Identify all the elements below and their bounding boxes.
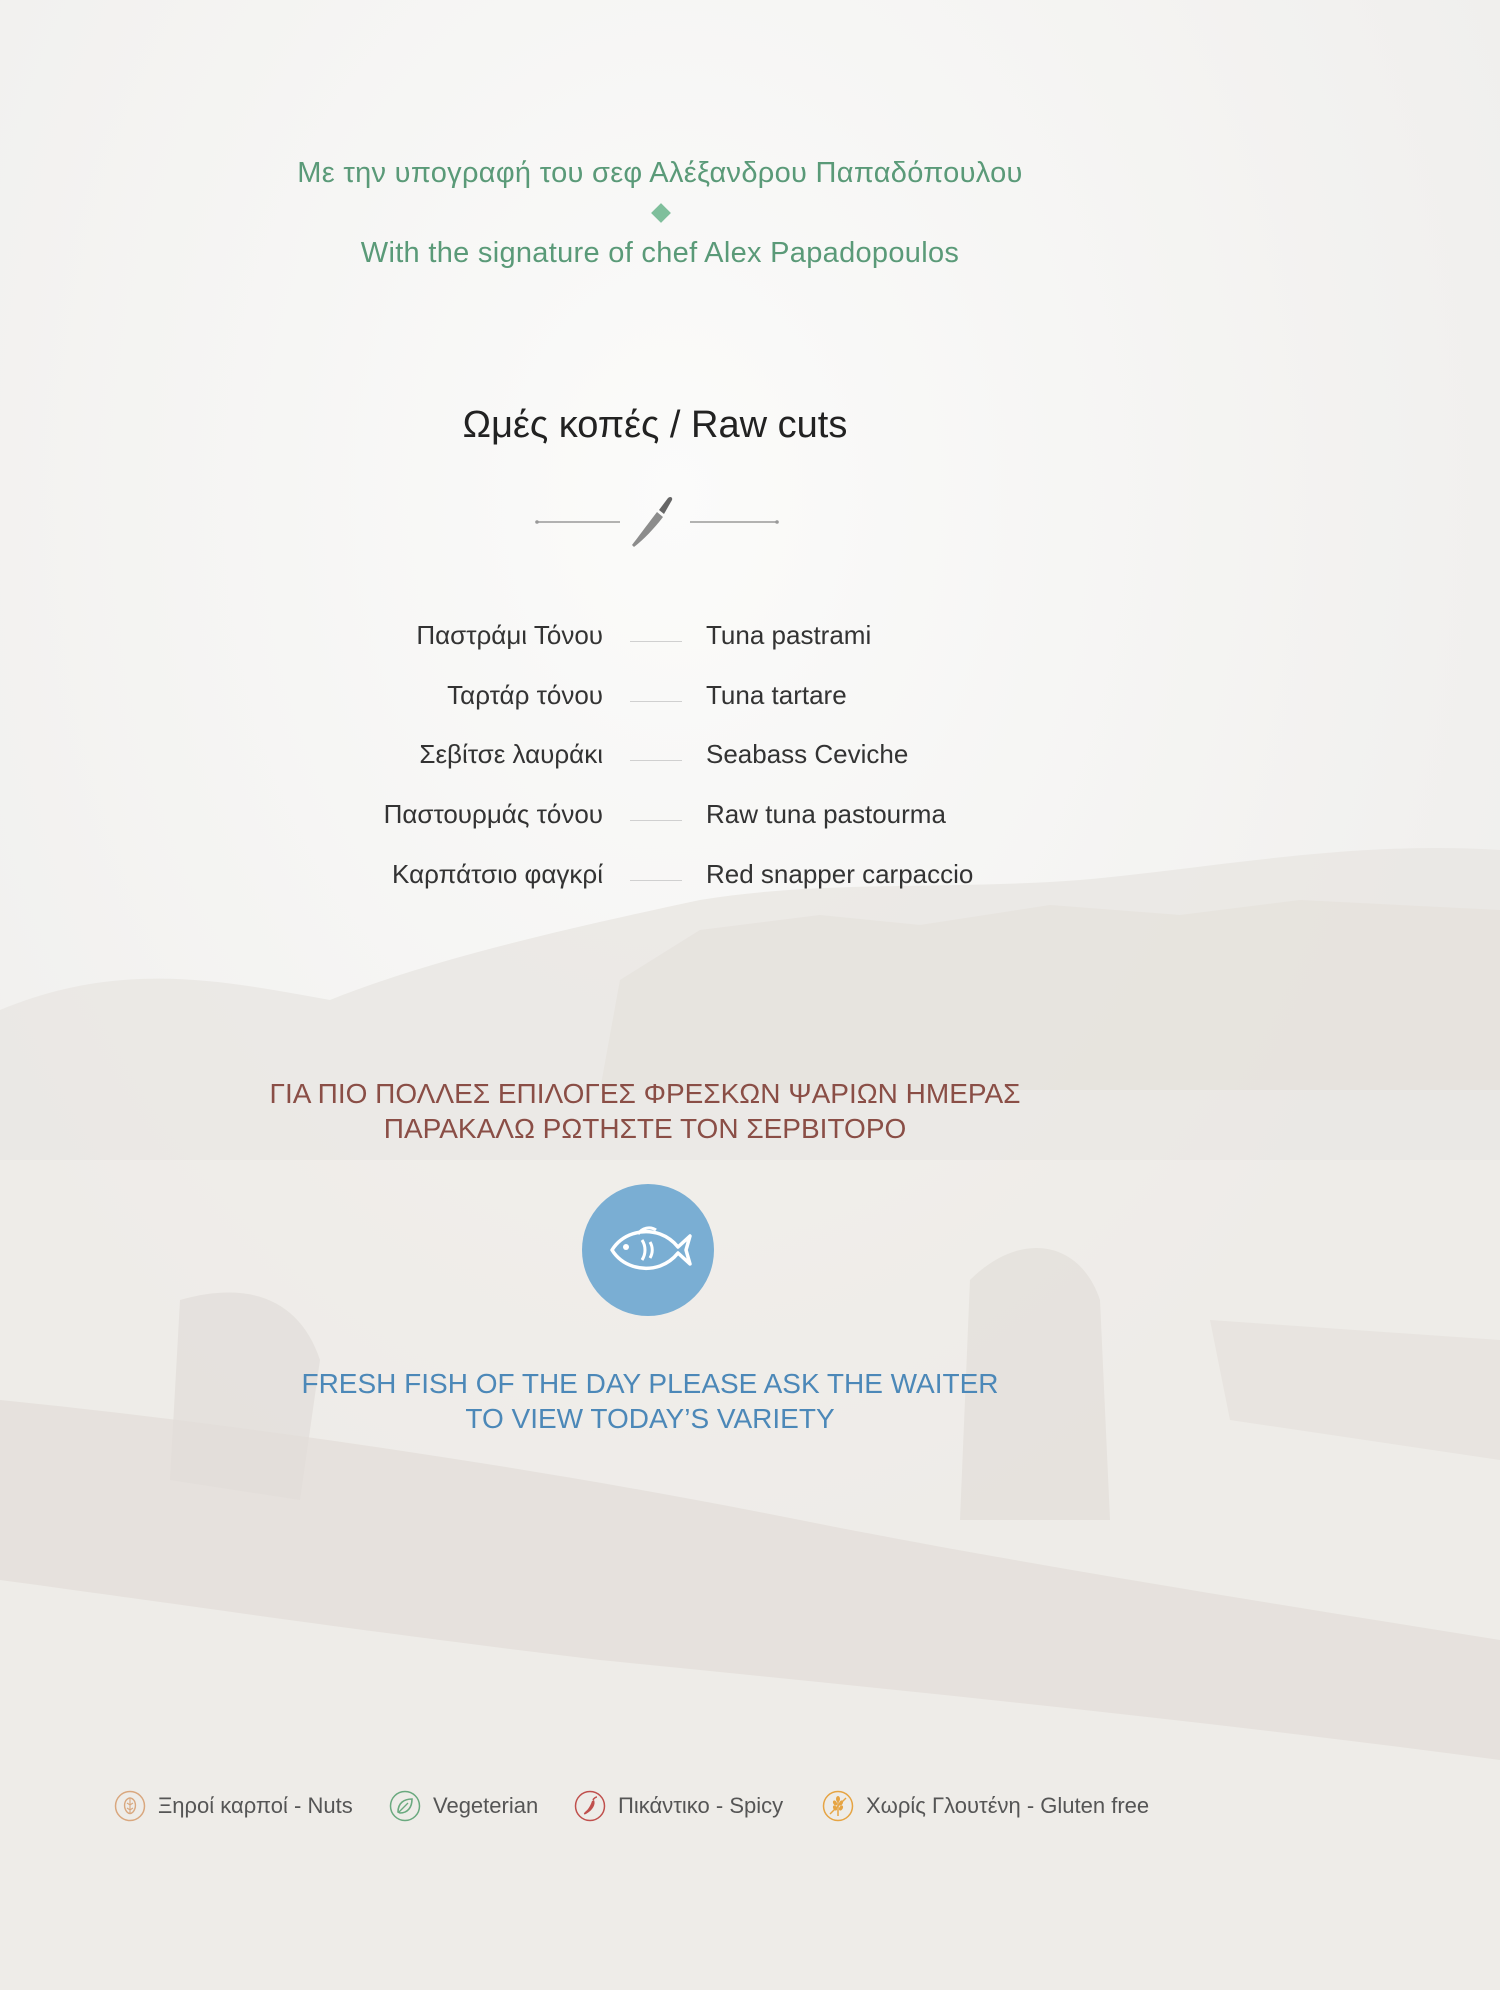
dish-name-greek: Παστράμι Τόνου bbox=[416, 620, 603, 650]
fish-icon bbox=[582, 1184, 714, 1316]
dish-name-greek: Σεβίτσε λαυράκι bbox=[419, 739, 603, 769]
legend-item-gluten-free bbox=[822, 1788, 1149, 1824]
legend-label: Vegeterian bbox=[433, 1793, 539, 1818]
list-item bbox=[0, 739, 1500, 779]
dish-name-english: Seabass Ceviche bbox=[706, 739, 909, 769]
notice-greek-line: ΠΑΡΑΚΑΛΩ ΡΩΤΗΣΤΕ ΤΟΝ ΣΕΡΒΙΤΟΡΟ bbox=[383, 1113, 907, 1144]
fish-badge bbox=[582, 1184, 714, 1316]
notice-english-line: FRESH FISH OF THE DAY PLEASE ASK THE WAITER bbox=[301, 1368, 999, 1399]
chef-signature-english: With the signature of chef Alex Papadopoulos bbox=[360, 237, 960, 269]
list-item bbox=[0, 859, 1500, 899]
list-item bbox=[0, 620, 1500, 660]
notice-english-line: TO VIEW TODAY’S VARIETY bbox=[465, 1403, 835, 1434]
legend-label: Χωρίς Γλουτένη - Gluten free bbox=[866, 1793, 1150, 1818]
list-item bbox=[0, 799, 1500, 839]
spicy-icon bbox=[574, 1790, 606, 1822]
dish-name-greek: Παστουρμάς τόνου bbox=[383, 799, 603, 829]
dash-divider bbox=[630, 880, 682, 881]
gluten-free-icon bbox=[822, 1790, 854, 1822]
vegetarian-icon bbox=[389, 1790, 421, 1822]
dish-name-english: Raw tuna pastourma bbox=[706, 799, 946, 829]
legend-item-spicy bbox=[574, 1788, 783, 1824]
dish-name-english: Red snapper carpaccio bbox=[706, 859, 974, 889]
chef-signature-greek: Με την υπογραφή του σεφ Αλέξανδρου Παπαδόπουλου bbox=[297, 157, 1023, 189]
nuts-icon bbox=[114, 1790, 146, 1822]
list-item bbox=[0, 680, 1500, 720]
knife-icon bbox=[535, 492, 780, 552]
dish-name-greek: Καρπάτσιο φαγκρί bbox=[392, 859, 603, 889]
legend-item-nuts bbox=[114, 1788, 353, 1824]
legend-item-vegetarian bbox=[389, 1788, 538, 1824]
dash-divider bbox=[630, 820, 682, 821]
dash-divider bbox=[630, 701, 682, 702]
dash-divider bbox=[630, 760, 682, 761]
legend-label: Ξηροί καρποί - Nuts bbox=[158, 1793, 353, 1818]
fresh-fish-notice-greek bbox=[0, 1076, 1290, 1146]
dash-divider bbox=[630, 641, 682, 642]
fresh-fish-notice-english bbox=[0, 1366, 1300, 1436]
notice-greek-line: ΓΙΑ ΠΙΟ ΠΟΛΛΕΣ ΕΠΙΛΟΓΕΣ ΦΡΕΣΚΩΝ ΨΑΡΙΩΝ ΗΜΕΡΑΣ bbox=[269, 1078, 1021, 1109]
dish-name-english: Tuna pastrami bbox=[706, 620, 872, 650]
dish-name-greek: Ταρτάρ τόνου bbox=[447, 680, 603, 710]
legend-label: Πικάντικο - Spicy bbox=[618, 1793, 784, 1818]
section-title: Ωμές κοπές / Raw cuts bbox=[462, 404, 848, 446]
dish-name-english: Tuna tartare bbox=[706, 680, 847, 710]
